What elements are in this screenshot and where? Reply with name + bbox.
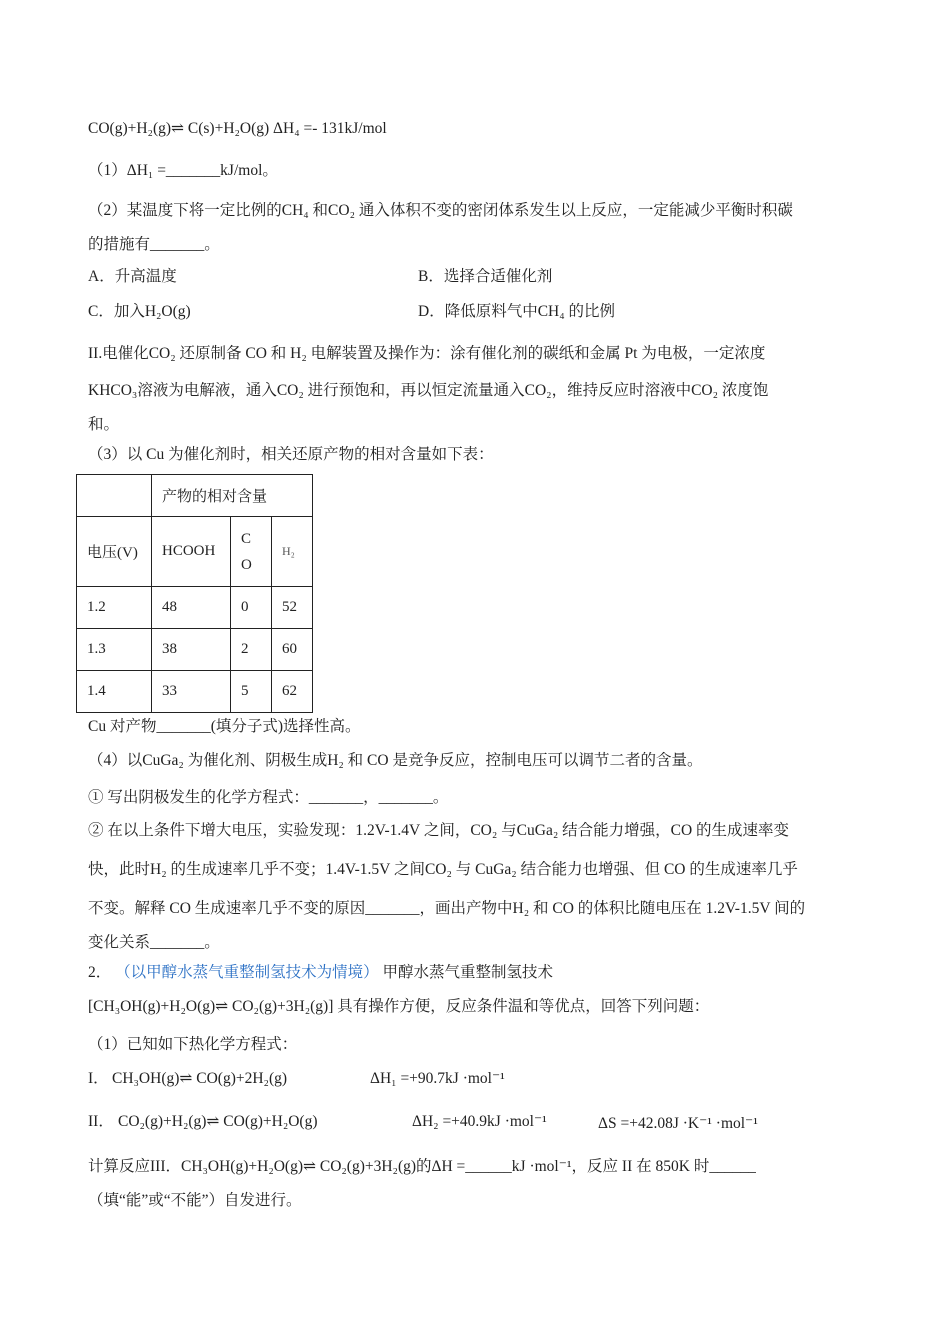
question-4: （4）以CuGa₂ 为催化剂、阴极生成H₂ 和 CO 是竞争反应，控制电压可以调节二者的含量。 [88, 752, 703, 769]
section-2-number: 2． [88, 964, 112, 981]
equation-i-label: I． [88, 1070, 109, 1087]
question-4-2-line-2: 快，此时H₂ 的生成速率几乎不变；1.4V-1.5V 之间CO₂ 与 CuGa₂ 结合能力也增强、但 CO 的生成速率几乎 [88, 861, 798, 878]
question-3: （3）以 Cu 为催化剂时，相关还原产物的相对含量如下表： [88, 446, 494, 463]
table-corner-cell [77, 475, 152, 517]
part-2-line-2: KHCO₃溶液为电解液，通入CO₂ 进行预饱和，再以恒定流量通入CO₂，维持反应时溶液中CO₂ 浓度饱 [88, 382, 769, 399]
option-d: D．降低原料气中CH₄ 的比例 [418, 303, 616, 320]
part-2-line-1: II.电催化CO₂ 还原制备 CO 和 H₂ 电解装置及操作为：涂有催化剂的碳纸和金属 Pt 为电极，一定浓度 [88, 345, 766, 362]
table-header-co-line-1: C [241, 530, 252, 547]
product-content-table [76, 474, 313, 713]
cell-voltage: 1.2 [77, 587, 152, 629]
question-1: （1）ΔH₁ =_______kJ/mol。 [88, 162, 278, 179]
equation-i: CH₃OH(g)⇌ CO(g)+2H₂(g) [112, 1070, 288, 1087]
equation-ii: CO₂(g)+H₂(g)⇌ CO(g)+H₂O(g) [118, 1113, 318, 1130]
question-2-line-1: （2）某温度下将一定比例的CH₄ 和CO₂ 通入体积不变的密闭体系发生以上反应，一定能减少平衡时积碳 [88, 202, 793, 219]
cell-h2: 52 [272, 587, 313, 629]
cell-h2: 62 [272, 671, 313, 713]
table-header-co-line-2: O [241, 556, 252, 573]
option-c: C．加入H₂O(g) [88, 303, 191, 320]
table-header-h2: H₂ [272, 517, 313, 587]
cell-voltage: 1.3 [77, 629, 152, 671]
section-2-context: （以甲醇水蒸气重整制氢技术为情境） [115, 964, 379, 981]
table-row [77, 587, 313, 629]
equation-ii-entropy: ΔS =+42.08J ·K⁻¹ ·mol⁻¹ [598, 1115, 758, 1132]
table-header-group: 产物的相对含量 [152, 475, 313, 517]
equation-ii-enthalpy: ΔH₂ =+40.9kJ ·mol⁻¹ [412, 1113, 547, 1130]
calculation-line-2: （填“能”或“不能”）自发进行。 [88, 1192, 302, 1209]
cell-hcooh: 38 [152, 629, 231, 671]
option-a: A．升高温度 [88, 268, 177, 285]
cell-co: 5 [231, 671, 272, 713]
question-2-line-2: 的措施有_______。 [88, 236, 220, 253]
cell-voltage: 1.4 [77, 671, 152, 713]
table-header-voltage: 电压(V) [77, 517, 152, 587]
question-4-1: ① 写出阴极发生的化学方程式：_______，_______。 [88, 789, 449, 806]
equation-i-enthalpy: ΔH₁ =+90.7kJ ·mol⁻¹ [370, 1070, 505, 1087]
cell-co: 2 [231, 629, 272, 671]
calculation-line-1: 计算反应III．CH₃OH(g)+H₂O(g)⇌ CO₂(g)+3H₂(g)的ΔH =______kJ ·mol⁻¹，反应 II 在 850K 时______ [88, 1158, 756, 1175]
section-2-description: 具有操作方便，反应条件温和等优点，回答下列问题： [337, 998, 710, 1015]
equation-line-4: CO(g)+H₂(g)⇌ C(s)+H₂O(g) ΔH₄ =- 131kJ/mol [88, 120, 387, 137]
table-row [77, 629, 313, 671]
table-row [77, 671, 313, 713]
question-4-2-line-1: ② 在以上条件下增大电压，实验发现：1.2V-1.4V 之间，CO₂ 与CuGa₂ 结合能力增强，CO 的生成速率变 [88, 822, 790, 839]
question-4-2-line-3: 不变。解释 CO 生成速率几乎不变的原因_______，画出产物中H₂ 和 CO 的体积比随电压在 1.2V-1.5V 间的 [88, 900, 806, 917]
option-b: B．选择合适催化剂 [418, 268, 553, 285]
question-3-answer: Cu 对产物_______(填分子式)选择性高。 [88, 718, 361, 735]
cell-hcooh: 33 [152, 671, 231, 713]
equation-ii-label: II． [88, 1113, 114, 1130]
section-2-equation: [CH₃OH(g)+H₂O(g)⇌ CO₂(g)+3H₂(g)] [88, 998, 334, 1015]
table-header-hcooh: HCOOH [152, 517, 231, 587]
question-4-2-line-4: 变化关系_______。 [88, 934, 220, 951]
table-header-co [231, 517, 272, 587]
section-2-heading [88, 962, 553, 984]
section-2-question-1: （1）已知如下热化学方程式： [88, 1036, 298, 1053]
section-2-equation-line [88, 996, 709, 1018]
cell-co: 0 [231, 587, 272, 629]
section-2-intro: 甲醇水蒸气重整制氢技术 [382, 964, 554, 981]
cell-hcooh: 48 [152, 587, 231, 629]
part-2-line-3: 和。 [88, 416, 120, 433]
cell-h2: 60 [272, 629, 313, 671]
